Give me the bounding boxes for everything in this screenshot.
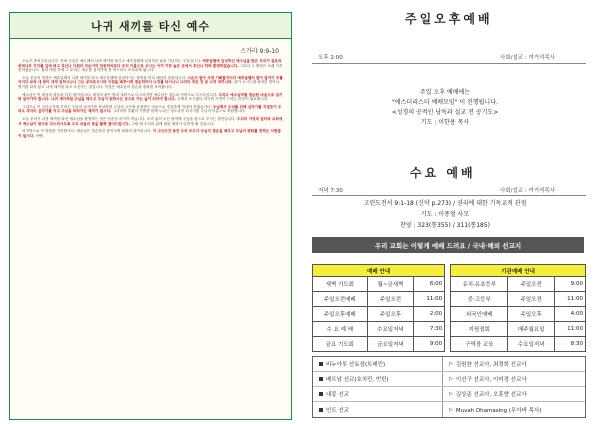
sermon-paragraph [18,59,283,73]
bullet-square-icon [319,392,323,396]
sermon-body [18,59,283,415]
paragraph-text: 그럴 때 우리의 삶에 참된 평화가 임하게 될 것입니다. [130,121,215,126]
paragraph-text: 그러나 그 환영은 오래 가지 못하였습니다. 불과 며칠 후에 그 무리는 예수를 십자가에 못 박으라고 소리치게 됩니다. [18,63,283,73]
divider [312,63,586,64]
paragraph-highlight: 우리의 가정과 일터와 교회에서 예수님이 왕으로 다스리시도록 우리 마음의 문을 활짝 열어드립시다. [18,116,283,126]
mission-region: 베트남 선교(호치민, 빈틴) [326,377,389,383]
service-day: 금요일저녁 [367,337,414,352]
group-day: 매주월요일 [508,322,555,337]
paragraph-highlight: 이 고난주간 동안 우리 모두가 주님의 겸손을 배우고 주님의 평화를 전하는 사람들이 됩시다. [18,129,281,138]
service-name: 주일오전예배 [313,292,368,307]
table-row [313,307,586,322]
mission-region: 인도 선교 [326,407,350,414]
sermon-panel [9,12,292,420]
group-day: 주일오전 [508,277,555,292]
group-time: 11:00 [555,322,586,337]
wednesday-line-3: 찬양 : 323(통355) / 311(통185) [399,222,491,229]
afternoon-title: 주일오후예배 [405,12,493,26]
paragraph-text: 오늘 본문의 말씀은 예수님께서 나귀 새끼를 타고 예루살렘에 입성하시는 장면을 미리 예언한 말씀입니다. [22,75,188,80]
arrow-right-icon: ▷ [449,361,453,367]
mission-field [313,402,443,417]
sermon-title: 나귀 새끼를 타신 예수 [90,19,211,33]
paragraph-highlight: 우리도 예수님처럼 겸손한 마음으로 섬기며 살아가야 합니다. 나귀 새끼처럼 주님을 태우고 주님이 원하시는 곳으로 가는 삶이 되어야 합니다. [18,92,283,102]
group-time: 8:30 [555,337,586,352]
group-time: 11:00 [555,292,586,307]
table-row [313,337,586,352]
service-name: 금요 기도회 [313,337,368,352]
list-item [313,372,585,387]
mission-missionaries [443,390,527,398]
mission-missionaries [443,406,542,414]
service-name: 수 요 예 배 [313,322,368,337]
service-time: 11:00 [414,292,445,307]
afternoon-time: 오후 2:00 [318,55,343,61]
service-day: 주일오후 [367,307,414,322]
bullet-square-icon [319,377,323,381]
sermon-paragraph [18,93,283,102]
mission-field [313,387,443,401]
group-name: 구역장 교육 [451,337,508,352]
list-item [313,402,585,417]
afternoon-line-4: 기도 : 이한용 목사 [420,119,470,126]
group-day: 수요일저녁 [508,337,555,352]
afternoon-line-2: "에스더리스더 예배모임" 이 진행됩니다. [392,99,498,106]
wednesday-host: 사회/설교 : 여거석목사 [500,188,556,194]
table-header-row [313,265,586,277]
paragraph-highlight: 주님께서 우리를 위해 십자가를 지셨듯이 우리도 각자의 십자가를 지고 주님을 따라가는 제자가 됩시다. [18,104,282,114]
service-day: 주일오전 [367,292,414,307]
schedule-body [313,277,586,352]
list-item [313,357,585,372]
service-time: 6:00 [414,277,445,292]
missionary-names: 김원찬 선교사, 최경희 선교사 [455,362,527,368]
sermon-header [10,13,291,39]
paragraph-text: 마지막으로 이 말씀을 기억합시다. 예수님은 겸손하신 왕이시며 평화의 왕이십니다. [22,129,153,134]
table-row [313,322,586,337]
mission-missionaries [443,360,527,368]
arrow-right-icon: ▷ [449,406,453,413]
sermon-paragraph [18,105,283,114]
group-day: 주일오후 [508,307,555,322]
group-name: 중·고등부 [451,292,508,307]
mission-missionaries [443,375,527,383]
service-name: 주일오후예배 [313,307,368,322]
paragraph-text: 아멘. [34,133,44,138]
wednesday-title: 수요 예배 [410,166,476,180]
table-row [313,292,586,307]
wednesday-line-1: 고린도전서 9:1-18 (신약 p.273) / 권리에 대한 기독교적 관점 [363,200,527,207]
paragraph-highlight: 시온의 딸아 크게 기뻐할지어다 예루살렘의 딸아 즐거이 부를지어다 보라 네 왕이 네게 임하시나니 그는 공의로우시며 구원을 베푸시며 겸손하여서 나귀를 타시나니 나귀의 작은 것 곧 나귀 새끼니라. [18,75,283,85]
list-item [313,387,585,402]
mission-field [313,372,443,386]
arrow-right-icon: ▷ [449,376,453,382]
bullet-square-icon [319,408,323,412]
scripture-reference: 스가랴 9:9-10 [240,48,279,55]
paragraph-text: 주께서 쓰시겠다 하시면 기꺼이 드리는 믿음이 필요합니다. [175,97,269,102]
schedule-header-right: 기관예배 안내 [451,265,586,277]
afternoon-host: 사회/설교 : 여거석목사 [500,55,556,61]
service-time: 7:30 [414,322,445,337]
sermon-paragraph [18,117,283,126]
bullet-square-icon [319,362,323,366]
paragraph-text: 오늘 우리가 나귀 새끼를 타신 예수님을 환영하는 것은 단순한 의식이 아닙니다. 우리 삶의 모든 영역에 주님을 왕으로 모시는 결단입니다. [22,116,237,121]
service-time: 2:00 [414,307,445,322]
group-day: 주일오전 [508,292,555,307]
group-time: 4:00 [555,307,586,322]
schedule-header-left: 예배 안내 [313,265,445,277]
info-banner: 우리 교회는 이렇게 예배 드려요 / 국내·해외 선교지 [312,237,584,253]
service-day: 수요일저녁 [367,322,414,337]
wednesday-time: 저녁 7:30 [318,188,343,194]
missionary-names: Muvah Dhamasing (무아바 목사) [455,407,542,414]
service-name: 새벽 기도회 [313,277,368,292]
sermon-paragraph [18,129,283,138]
table-row [313,277,586,292]
arrow-right-icon: ▷ [449,391,453,397]
paragraph-text: 오늘은 종려주일입니다. 종려 주일은 예수께서 나귀 새끼를 타시고 예루살렘에 입성하신 날을 기념하는 주일입니다. [22,59,203,63]
divider [312,195,586,196]
paragraph-text: 왕이 오시는데 화려한 말이나 병거를 타지 않고 나귀 새끼를 타고 오신다는 것입니다. 이것은 예수님의 겸손과 평화를 보여줍니다. [18,80,280,89]
paragraph-text: 그리하여 부활의 기쁨을 함께 누리는 성도들이 되시기를 주님의 이름으로 축원합니다. [111,109,246,114]
wednesday-line-2: 기도 : 이종철 사모 [420,211,470,218]
missionary-names: 김상준 선교사, 오흥향 선교사 [455,392,527,398]
afternoon-line-1: 주일 오후 예배에는 [419,89,471,96]
missionary-names: 이선구 선교사, 이미경 선교사 [455,377,527,383]
afternoon-line-3: <성경의 공적인 낭독과 설교 전 공기도> [391,109,499,116]
sermon-paragraph [18,76,283,90]
paragraph-highlight: 예루살렘에 입성하신 예수님을 많은 무리가 겉옷과 종려나무 가지를 길에 펴고 호산나 다윗의 자손이여 찬송하리로다 주의 이름으로 오시는 이여 가장 높은 곳에서 호산나 하며 환영하였습니다. [18,59,282,68]
group-name: 유치·유초등부 [451,277,508,292]
service-day: 월~금새벽 [367,277,414,292]
group-name: 지원점회 [451,322,508,337]
worship-schedule-table [312,264,586,352]
paragraph-text: 그러므로 이 고난주간에 우리는 주님의 십자가를 묵상하며 주님의 고난에 동참하는 마음으로 경건하게 지내야 하겠습니다. [22,104,213,109]
mission-list [312,356,586,418]
mission-region: 비누아투 산토섬(트레민) [326,362,386,368]
group-time: 9:00 [555,277,586,292]
mission-field [313,357,443,371]
mission-region: 내몽 선교 [326,392,350,398]
paragraph-text: 예수님은 이 세상의 왕들과 다른 왕이십니다. 세상의 왕은 힘과 권력으로 다스리지만 예수님은 겸손과 사랑으로 다스리십니다. [22,92,219,97]
group-name: 외국인예배 [451,307,508,322]
service-time: 9:00 [414,337,445,352]
